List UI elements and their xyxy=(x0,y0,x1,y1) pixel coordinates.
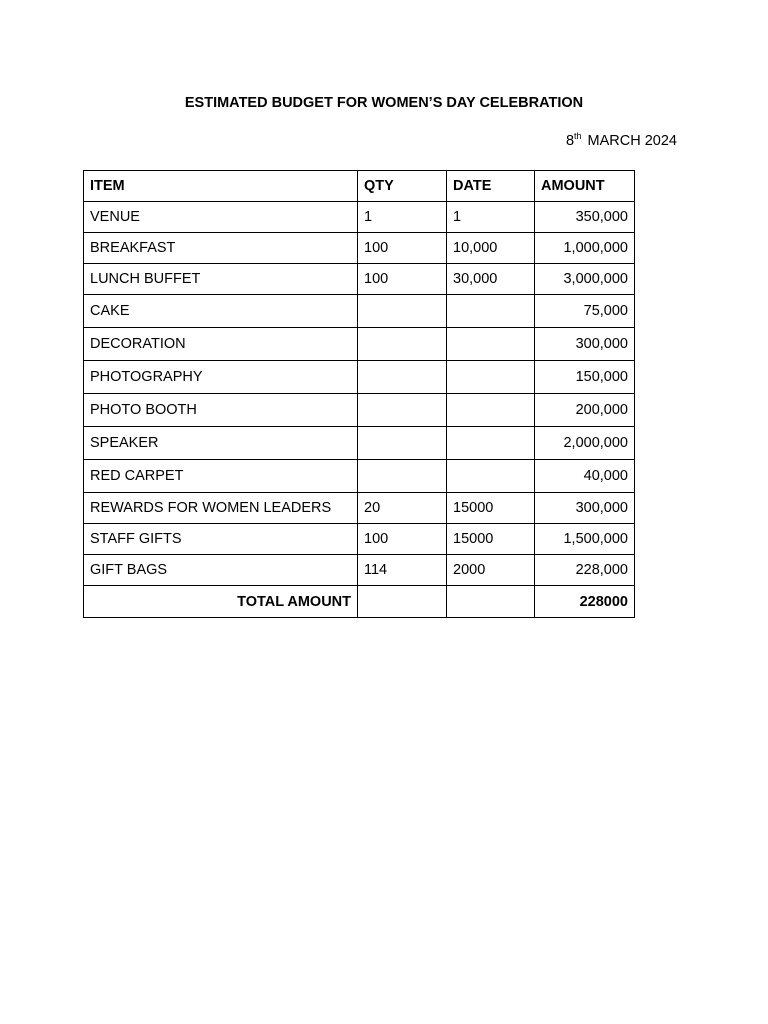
cell-qty xyxy=(358,460,447,493)
cell-item: BREAKFAST xyxy=(84,233,358,264)
cell-amount: 150,000 xyxy=(535,361,635,394)
cell-amount: 350,000 xyxy=(535,202,635,233)
table-row xyxy=(84,555,635,586)
cell-date: 1 xyxy=(447,202,535,233)
cell-amount: 3,000,000 xyxy=(535,264,635,295)
date-suffix: th xyxy=(574,131,582,141)
cell-qty xyxy=(358,328,447,361)
table-row xyxy=(84,233,635,264)
table-row xyxy=(84,295,635,328)
table-row xyxy=(84,524,635,555)
total-amount: 228000 xyxy=(535,586,635,618)
cell-qty: 114 xyxy=(358,555,447,586)
cell-date xyxy=(447,295,535,328)
cell-amount: 2,000,000 xyxy=(535,427,635,460)
table-row xyxy=(84,361,635,394)
cell-amount: 228,000 xyxy=(535,555,635,586)
cell-date: 15000 xyxy=(447,493,535,524)
cell-date xyxy=(447,394,535,427)
cell-date: 10,000 xyxy=(447,233,535,264)
document-title: ESTIMATED BUDGET FOR WOMEN’S DAY CELEBRATION xyxy=(184,95,584,111)
cell-item: LUNCH BUFFET xyxy=(84,264,358,295)
table-row xyxy=(84,427,635,460)
table-row xyxy=(84,328,635,361)
cell-item: CAKE xyxy=(84,295,358,328)
cell-qty xyxy=(358,295,447,328)
cell-amount: 1,000,000 xyxy=(535,233,635,264)
total-label: TOTAL AMOUNT xyxy=(84,586,358,618)
total-row xyxy=(84,586,635,618)
cell-amount: 40,000 xyxy=(535,460,635,493)
column-header-amount: AMOUNT xyxy=(535,171,635,202)
cell-qty xyxy=(358,361,447,394)
table-row xyxy=(84,202,635,233)
table-row xyxy=(84,460,635,493)
cell-qty: 100 xyxy=(358,524,447,555)
total-date xyxy=(447,586,535,618)
cell-qty: 100 xyxy=(358,264,447,295)
cell-item: PHOTO BOOTH xyxy=(84,394,358,427)
table-row xyxy=(84,493,635,524)
cell-qty: 1 xyxy=(358,202,447,233)
cell-date xyxy=(447,460,535,493)
column-header-item: ITEM xyxy=(84,171,358,202)
cell-date xyxy=(447,361,535,394)
cell-date: 30,000 xyxy=(447,264,535,295)
cell-item: STAFF GIFTS xyxy=(84,524,358,555)
table-row xyxy=(84,394,635,427)
cell-item: REWARDS FOR WOMEN LEADERS xyxy=(84,493,358,524)
table-header-row xyxy=(84,171,635,202)
cell-qty: 100 xyxy=(358,233,447,264)
cell-qty xyxy=(358,427,447,460)
cell-amount: 300,000 xyxy=(535,493,635,524)
cell-qty xyxy=(358,394,447,427)
date-month-year: MARCH 2024 xyxy=(587,133,677,149)
document-date xyxy=(520,133,677,149)
cell-item: GIFT BAGS xyxy=(84,555,358,586)
cell-qty: 20 xyxy=(358,493,447,524)
column-header-date: DATE xyxy=(447,171,535,202)
cell-item: SPEAKER xyxy=(84,427,358,460)
budget-table xyxy=(83,170,635,618)
cell-item: DECORATION xyxy=(84,328,358,361)
date-day: 8 xyxy=(565,133,575,149)
cell-amount: 1,500,000 xyxy=(535,524,635,555)
cell-amount: 200,000 xyxy=(535,394,635,427)
column-header-qty: QTY xyxy=(358,171,447,202)
cell-date xyxy=(447,328,535,361)
cell-date: 2000 xyxy=(447,555,535,586)
table-row xyxy=(84,264,635,295)
total-qty xyxy=(358,586,447,618)
cell-date xyxy=(447,427,535,460)
cell-amount: 75,000 xyxy=(535,295,635,328)
cell-date: 15000 xyxy=(447,524,535,555)
cell-amount: 300,000 xyxy=(535,328,635,361)
cell-item: RED CARPET xyxy=(84,460,358,493)
cell-item: PHOTOGRAPHY xyxy=(84,361,358,394)
cell-item: VENUE xyxy=(84,202,358,233)
